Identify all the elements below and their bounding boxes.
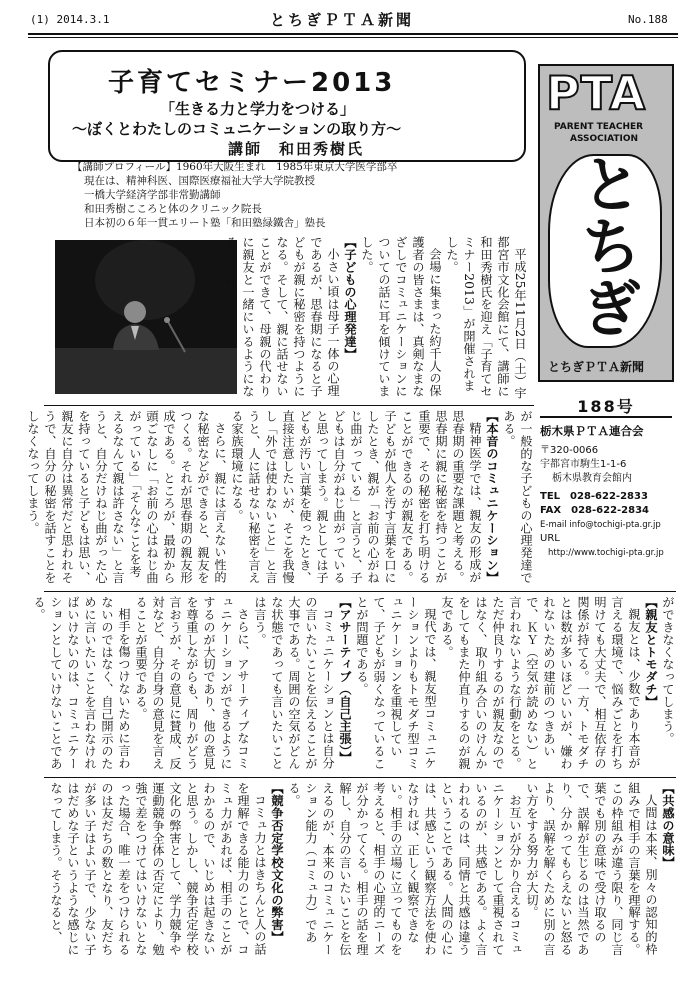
heading-friends: 【親友とトモダチ】 — [644, 596, 658, 708]
paragraph: 親友とは、少数であり本音が言える環境で、悩みごとを打ち明けても大丈夫で、相互依存の関係が持てる。一方、トモダチとは数が多いほどいいが、嫌われないための建前のつきあいで、ＫＹ（空気が読めない）と言われないような行動をとる。ただ仲良りするのが親友なのではなく、取り組み合いのけんかをしてもまた仲直りするのが親友である。 — [440, 596, 641, 770]
newspaper-name: とちぎＰＴＡ新聞 — [270, 11, 415, 29]
url: http://www.tochigi-pta.gr.jp — [548, 548, 664, 558]
profile-line: 日本初の６年一貫エリート塾「和田塾緑鐵舎」塾長 — [84, 217, 326, 229]
header-rule — [28, 33, 678, 35]
issue-number: No.188 — [628, 13, 668, 26]
column-divider — [44, 591, 676, 592]
article-column-c — [32, 596, 676, 772]
publisher-info — [540, 397, 672, 560]
lecturer-photo — [55, 240, 237, 394]
pta-logo — [538, 64, 674, 382]
heading-honest-communication: 【本音のコミュニケーション】 — [485, 410, 499, 584]
title-box — [48, 50, 526, 162]
email: E-mail info@tochigi-pta.gr.jp — [540, 520, 661, 530]
paragraph: 現代では、親友型コミュニケーションよりもトモダチ型コミュニケーションを重視していて、子どもが弱くなっていることが問題である。 — [355, 596, 437, 770]
heading-assertive: 【アサーティブ（自己主張）】 — [338, 596, 352, 764]
profile-line: 【講師プロフィール】1960年大阪生まれ 1985年東京大学医学部卒 — [72, 161, 398, 173]
paragraph: お互いが分かり合えるコミュニケーションとして重視されているのが、共感である。よく言われるのは、同情と共感は違うということである。人間の心には、共感という観察方法を使わなければ、正しく観察できない。相手の立場に立ってものを考えると、相手の心理的ニーズが分かってくる。相手の話を理解し、自分の言いたいことを伝えるのが、本来のコミュニケーション能力（コミュ力）である。 — [287, 782, 522, 956]
heading-competition: 【競争否定学校文化の弊害】 — [270, 782, 284, 944]
profile-line: 現在は、精神科医、国際医療福祉大学大学院教授 — [84, 175, 315, 187]
seminar-subtitle: 「生きる力と学力をつける」 — [160, 100, 356, 118]
pta-logo-letters: PTA — [546, 66, 647, 120]
fax: FAX 028-622-2834 — [540, 505, 650, 516]
lecturer-photo-image — [55, 240, 237, 394]
column-divider — [44, 405, 534, 406]
paragraph: さらに、親には言えない性的な秘密などができると、親友をつくる。それが思春期の親友形成である。ところが、最初から頭ごなしに「お前の心はねじ曲がっている」「そんなことを考えるなんて親は許さない」と言うと、自分だけねじ曲がった心を持っていると子どもは思い、親友に自分は異常だと思われそうで、自分の秘密を話すことをしなくなってしまう。 — [26, 410, 227, 584]
pta-logo-english-2: ASSOCIATION — [570, 134, 639, 144]
paragraph: 小さい頃は母子一体の心理であるが、思春期になると子どもが親に秘密を持つようになる。そして、親に話せないことができて、母親の代わりに親友と一緒にいるようになる。これ — [224, 236, 340, 398]
profile-line: 一橋大学経済学部非常勤講師 — [84, 189, 221, 201]
postal-code: 〒320-0066 — [540, 445, 599, 456]
column-divider — [44, 777, 676, 778]
paragraph: 精神医学では、親友の形成が思春期の重要な課題と考える。思春期に親に秘密を持つことが重要で、その秘密を打ち明けることができるのが親友である。子どもが他人を汚す言葉を口にしたとき、親が「お前の心がねじ曲がっている」と言うと、子どもは自分がねじ曲がっていると思ってしまう。親としては子どもが汚い言葉を使ったとき、直接注意したいが、そこを我慢し「外では使わないこと」と言うと、人に話せない秘密を言える家族環境になる。 — [230, 410, 482, 584]
publisher-name: 栃木県ＰＴＡ連合会 — [540, 424, 644, 438]
heading-child-development: 【子どもの心理発達】 — [343, 236, 357, 360]
paragraph: 人間は本来、別々の認知的枠組みで相手の言葉を理解する。この枠組みが違う限り、同じ言葉でも別の意味で受け取るので、誤解が生じるのは当然であり、分かってもらえないと怒るより、誤解を解くために別の言い方をする努力が大切。 — [525, 782, 658, 956]
address: 宇都宮市駒生1-1-6 — [540, 459, 627, 470]
paragraph: が一般的な子どもの心理発達である。 — [502, 410, 533, 584]
issue-label: 188号 — [540, 400, 672, 418]
address: 栃木県教育会館内 — [552, 473, 632, 484]
url-label: URL — [540, 533, 560, 544]
tochigi-logo-text: とちぎ — [570, 152, 643, 338]
paragraph: コミュニケーションとは自分の言いたいことを伝えることが大事である。周囲の空気がどんな状態であっても言いたいことは言う。 — [253, 596, 335, 770]
paragraph: 相手を傷つけないために言わないのではなく、自己開示のために言いたいことを言わなければいけないのは、コミュニケーションとしていけないことである。 — [32, 596, 131, 770]
article-intro-2: 会場に集まった約千人の保護者の皆さまは、真剣なまなざしでコミュニケーションについての話に耳を傾けていました。 — [360, 236, 442, 398]
article-column-a — [224, 236, 528, 402]
issue-date: (1) 2014.3.1 — [30, 13, 110, 26]
paragraph: コミュ力とはきちんと人の話を理解できる能力のことで、コミュ力があれば、相手のことがわかるので、いじめは起きないと思う。しかし、競争否定学校文化の弊害として、学力競争や運動競争全体の否定により、勉強で差をつけてはいけないとなった場合、唯一差をつけられるのは友だちの数となり、友だちが多い子はよい子で、少ない子はだめな子というような感じになってしまう。そうなると、 — [49, 782, 267, 956]
paragraph: ができなくなってしまう。 — [661, 596, 675, 745]
article-column-b — [26, 410, 534, 586]
paragraph: さらに、アサーティブなコミュニケーションができるようにするのが大切であり、他の意見を尊重しながらも、周りがどう言おうが、その意見に賛成、反対など、自分自身の意見を言えることが重要である。 — [134, 596, 250, 770]
logo-caption: とちぎＰＴＡ新聞 — [548, 360, 645, 374]
article-column-d — [44, 782, 676, 962]
article-intro: 平成25年11月2日（土）宇都宮市文化会館にて、講師に和田秀樹氏を迎え「子育てセミナー2013」が開催されました。 — [445, 236, 527, 400]
lecturer-name: 講師 和田秀樹氏 — [228, 140, 365, 158]
tel: TEL 028-622-2833 — [540, 491, 648, 502]
seminar-subtitle-2: ～ぼくとわたしのコミュニケーションの取り方～ — [72, 120, 402, 138]
heading-empathy: 【共感の意味】 — [661, 782, 675, 869]
profile-line: 和田秀樹こころと体のクリニック院長 — [84, 203, 262, 215]
pta-logo-english: PARENT TEACHER — [554, 122, 644, 132]
lecturer-profile — [72, 160, 397, 230]
seminar-title: 子育てセミナー2013 — [108, 68, 396, 98]
header-rule-thin — [28, 37, 678, 38]
